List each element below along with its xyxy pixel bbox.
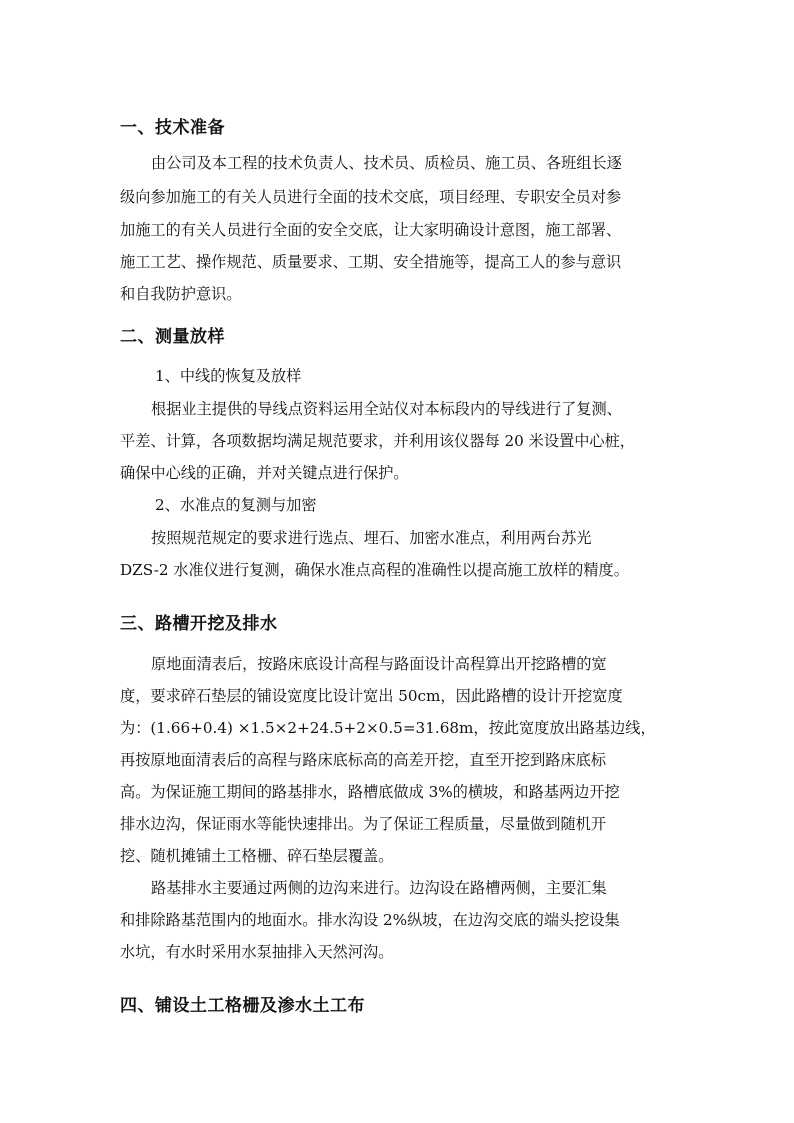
paragraph-line: 按照规范规定的要求进行选点、埋石、加密水准点，利用两台苏光 [151,529,592,547]
paragraph-line: 级向参加施工的有关人员进行全面的技术交底，项目经理、专职安全员对参 [120,188,622,206]
paragraph-line: 为：(1.66+0.4) ×1.5×2+24.5+2×0.5=31.68m，按此宽度放出路基边线， [120,719,656,737]
paragraph-line: 确保中心线的正确，并对关键点进行保护。 [120,464,409,482]
section-heading-2: 二、测量放样 [120,327,225,347]
section-heading-1: 一、技术准备 [120,118,225,138]
paragraph-line: 和排除路基范围内的地面水。排水沟设 2%纵坡，在边沟交底的端头挖设集 [120,911,620,929]
paragraph-line: 由公司及本工程的技术负责人、技术员、质检员、施工员、各班组长逐 [151,154,622,172]
subheading-2: 2、水准点的复测与加密 [155,496,317,514]
paragraph-line: 再按原地面清表后的高程与路床底标高的高差开挖，直至开挖到路床底标 [120,751,606,769]
paragraph-line: 高。为保证施工期间的路基排水，路槽底做成 3%的横坡，和路基两边开挖 [120,783,620,801]
paragraph-line: 根据业主提供的导线点资料运用全站仪对本标段内的导线进行了复测、 [151,400,622,418]
paragraph-line: 度，要求碎石垫层的铺设宽度比设计宽出 50cm，因此路槽的设计开挖宽度 [120,687,623,705]
paragraph-line: 平差、计算，各项数据均满足规范要求，并利用该仪器每 20 米设置中心桩， [120,432,635,450]
paragraph-line: 路基排水主要通过两侧的边沟来进行。边沟设在路槽两侧，主要汇集 [151,879,607,897]
paragraph-line: DZS-2 水准仪进行复测，确保水准点高程的准确性以提高施工放样的精度。 [120,561,629,579]
paragraph-line: 挖、随机摊铺土工格栅、碎石垫层覆盖。 [120,847,394,865]
section-heading-3: 三、路槽开挖及排水 [120,614,278,634]
subheading-1: 1、中线的恢复及放样 [155,367,302,385]
paragraph-line: 原地面清表后，按路床底设计高程与路面设计高程算出开挖路槽的宽 [151,655,607,673]
paragraph-line: 施工工艺、操作规范、质量要求、工期、安全措施等，提高工人的参与意识 [120,253,622,271]
paragraph-line: 和自我防护意识。 [120,285,242,303]
paragraph-line: 加施工的有关人员进行全面的安全交底，让大家明确设计意图，施工部署、 [120,221,622,239]
section-heading-4: 四、铺设土工格栅及渗水土工布 [120,996,365,1016]
paragraph-line: 排水边沟，保证雨水等能快速排出。为了保证工程质量，尽量做到随机开 [120,815,606,833]
paragraph-line: 水坑，有水时采用水泵抽排入天然河沟。 [120,943,394,961]
